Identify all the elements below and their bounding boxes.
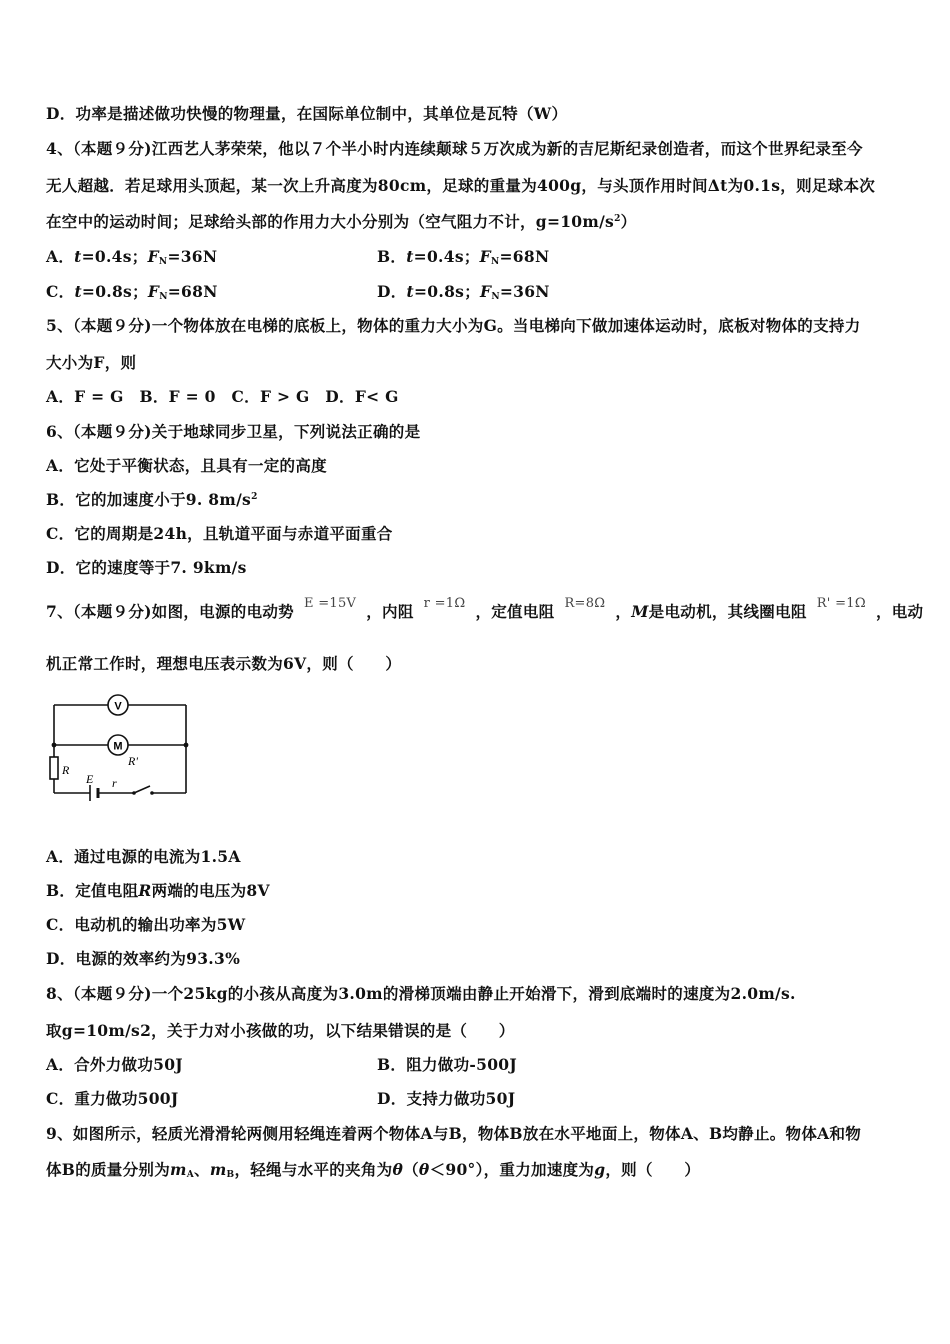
q9-stem-line2: 体B的质量分别为$m_A$、$m_B$，轻绳与水平的夹角为θ（θ＜90°），重力加速度为g，则（ ） bbox=[46, 1160, 701, 1180]
q6-option-d: D．它的速度等于7. 9km/s bbox=[46, 558, 247, 577]
q5-stem-line2: 大小为F，则 bbox=[46, 353, 137, 372]
q8-option-b: B．阻力做功-500J bbox=[377, 1055, 518, 1074]
q4-option-b: B．t=0.4s；$F_N=68N$ bbox=[377, 247, 550, 267]
q7-option-c: C．电动机的输出功率为5W bbox=[46, 915, 246, 934]
motor-resistance-label: R' bbox=[128, 754, 138, 768]
internal-resistance-label: r bbox=[112, 776, 117, 790]
resistor-formula: R=8Ω bbox=[564, 596, 606, 611]
q7-stem-line2: 机正常工作时，理想电压表示数为6V，则（ ） bbox=[46, 654, 402, 673]
q8-option-d: D．支持力做功50J bbox=[377, 1089, 516, 1108]
q6-option-b: B．它的加速度小于9. $8m/s^2$ bbox=[46, 490, 258, 509]
internal-resistance-formula: r =1Ω bbox=[423, 596, 466, 611]
q4-options-row1 bbox=[46, 245, 217, 267]
q4-stem-line2: 无人超越．若足球用头顶起，某一次上升高度为80cm，足球的重量为400g，与头顶作用时间Δt为0.1s，则足球本次 bbox=[46, 176, 876, 195]
q4-option-d: D．t=0.8s；$F_N=36N$ bbox=[377, 282, 550, 302]
q6-stem: 6、（本题９分)关于地球同步卫星，下列说法正确的是 bbox=[46, 422, 421, 441]
coil-resistance-formula: R' =1Ω bbox=[816, 596, 866, 611]
emf-label: E bbox=[86, 772, 94, 786]
q5-stem-line1: 5、（本题９分)一个物体放在电梯的底板上，物体的重力大小为G。当电梯向下做加速体运动时，底板对物体的支持力 bbox=[46, 316, 861, 335]
q8-option-c: C．重力做功500J bbox=[46, 1089, 179, 1108]
q4-option-a: A．t=0.4s；$F_N=36N$ bbox=[46, 247, 218, 267]
q4-option-c: C．t=0.8s；$F_N=68N$ bbox=[46, 282, 218, 302]
resistor-symbol bbox=[50, 757, 58, 779]
q4-stem-line1: 4、（本题９分)江西艺人茅荣荣，他以７个半小时内连续颠球５万次成为新的吉尼斯纪录创造者，而这个世界纪录至今 bbox=[46, 139, 863, 158]
q6-option-a: A．它处于平衡状态，且具有一定的高度 bbox=[46, 456, 327, 475]
resistor-label: R bbox=[62, 763, 70, 777]
q3-option-d: D．功率是描述做功快慢的物理量，在国际单位制中，其单位是瓦特（W） bbox=[46, 104, 568, 123]
q7-stem-line1: 7、（本题９分)如图，电源的电动势 E =15V ，内阻 r =1Ω ，定值电阻 R=8Ω ，M是电动机，其线圈电阻 R' =1Ω ，电动 bbox=[46, 596, 924, 621]
q6-option-c: C．它的周期是24h，且轨道平面与赤道平面重合 bbox=[46, 524, 393, 543]
emf-formula: E =15V bbox=[303, 596, 357, 611]
motor-label: M bbox=[113, 740, 123, 753]
q4-stem-line3: 在空中的运动时间；足球给头部的作用力大小分别为（空气阻力不计，$g=10m/s^2$） bbox=[46, 212, 637, 231]
circuit-diagram bbox=[46, 685, 196, 805]
q7-option-d: D．电源的效率约为93.3% bbox=[46, 949, 241, 968]
q8-stem-line2: 取g=10m/s2，关于力对小孩做的功，以下结果错误的是（ ） bbox=[46, 1021, 515, 1040]
q7-option-b: B．定值电阻R两端的电压为8V bbox=[46, 881, 270, 900]
q8-stem-line1: 8、（本题９分)一个25kg的小孩从高度为3.0m的滑梯顶端由静止开始滑下，滑到底端时的速度为2.0m/s. bbox=[46, 984, 796, 1003]
voltmeter-label: V bbox=[114, 700, 122, 713]
q7-option-a: A．通过电源的电流为1.5A bbox=[46, 847, 241, 866]
q9-stem-line1: 9、如图所示，轻质光滑滑轮两侧用轻绳连着两个物体A与B，物体B放在水平地面上，物体A、B均静止。物体A和物 bbox=[46, 1124, 862, 1143]
q5-options: A．F = G B．F = 0 C．F > G D．F< G bbox=[46, 387, 399, 406]
q8-option-a: A．合外力做功50J bbox=[46, 1055, 183, 1074]
